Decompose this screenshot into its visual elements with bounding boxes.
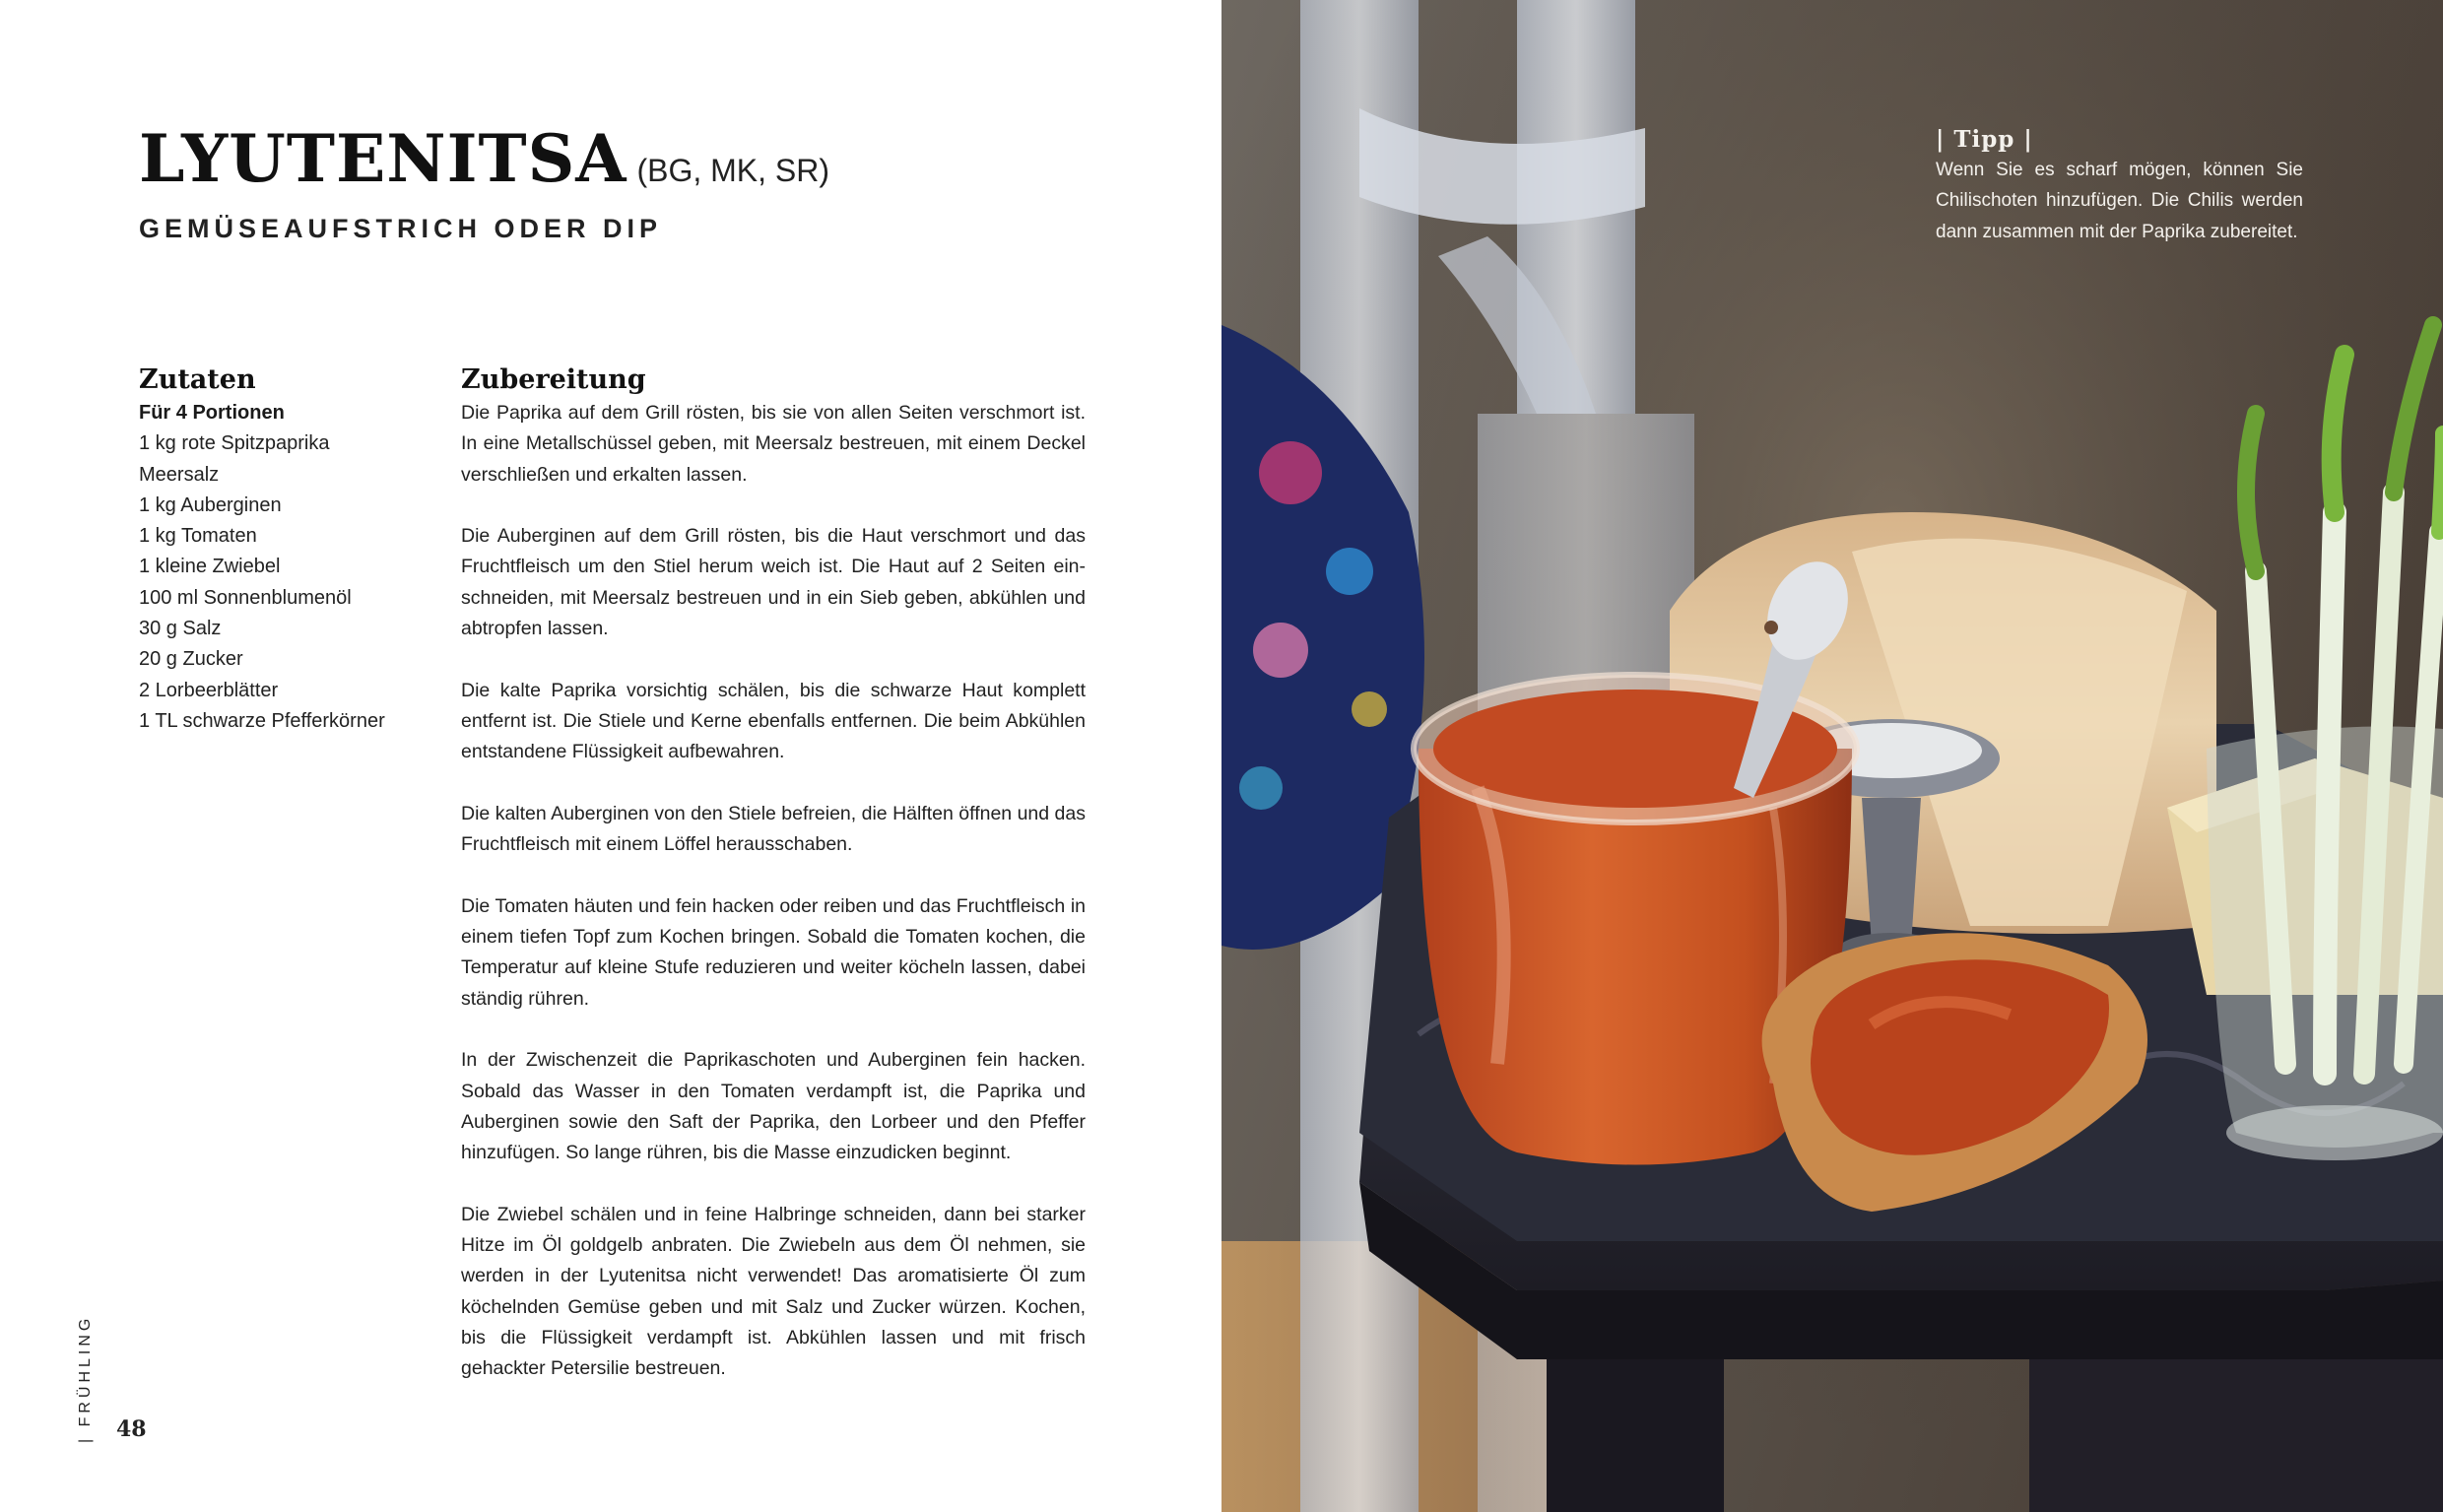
title-row [139, 120, 829, 197]
preparation-step: Die Paprika auf dem Grill rösten, bis sie von allen Seiten verschmort ist. In eine Metallschüssel geben, mit Meersalz bestreuen, mit einem Deckel verschließen und erkalten lassen. [461, 402, 1086, 486]
preparation-step: Die Auberginen auf dem Grill rösten, bis die Haut verschmort und das Fruchtfleisch um den Stiel herum weich ist. Die Haut auf 2 Seiten einschneiden, mit Meersalz bestreuen und in ein Sieb geben, abkühlen und abtropfen lassen. [461, 525, 1086, 640]
preparation-step: Die kalten Auberginen von den Stiele befreien, die Hälften öffnen und das Fruchtfleisch mit einem Löffel herausschaben. [461, 802, 1086, 856]
ingredient-item: 2 Lorbeerblätter [139, 679, 279, 701]
preparation-step: Die Tomaten häuten und fein hacken oder reiben und das Fruchtfleisch in einem tiefen Topf zum Kochen bringen. Sobald die Tomaten kochen, die Temperatur auf kleine Stufe reduzieren und weiter köcheln lassen, dabei ständig rühren. [461, 894, 1086, 1010]
ingredient-item: 30 g Salz [139, 618, 222, 640]
tip-text: Wenn Sie es scharf mögen, können Sie Chilischoten hinzufügen. Die Chilis werden dann zusammen mit der Paprika zubereitet. [1936, 160, 2303, 242]
ingredient-item: 1 kleine Zwiebel [139, 556, 281, 578]
preparation-heading: Zubereitung [461, 364, 646, 395]
section-label: | FRÜHLING [77, 1314, 94, 1443]
ingredients-heading: Zutaten [139, 364, 256, 395]
ingredient-item: 100 ml Sonnenblumenöl [139, 586, 352, 609]
page-number: 48 [116, 1416, 147, 1442]
tip-title: | Tipp | [1936, 126, 2033, 153]
preparation-column [461, 364, 1086, 1415]
ingredient-item: 1 kg Tomaten [139, 525, 257, 548]
recipe-subtitle: GEMÜSEAUFSTRICH ODER DIP [139, 214, 663, 243]
portions-label: Für 4 Portionen [139, 402, 285, 424]
recipe-title: LYUTENITSA [139, 120, 627, 197]
ingredient-item: Meersalz [139, 463, 220, 486]
ingredient-item: 1 kg rote Spitzpaprika [139, 432, 330, 455]
ingredients-column [139, 364, 415, 737]
tip-box [1936, 126, 2303, 247]
preparation-step: In der Zwischenzeit die Paprikaschoten und Auberginen fein hacken. Sobald das Wasser in den Tomaten verdampft ist, die Paprika und Auberginen sowie den Saft der Paprika, den Lorbeer und den Pfeffer hinzufügen. So lange rühren, bis die Masse einzudicken beginnt. [461, 1049, 1086, 1164]
ingredient-item: 1 kg Auberginen [139, 493, 282, 516]
preparation-step: Die kalte Paprika vorsichtig schälen, bis die schwarze Haut komplett entfernt ist. Die Stiele und Kerne ebenfalls entfernen. Die beim Abkühlen entstandene Flüssigkeit aufbewahren. [461, 679, 1086, 763]
ingredient-item: 1 TL schwarze Pfefferkörner [139, 709, 385, 732]
recipe-countries: (BG, MK, SR) [636, 153, 830, 188]
preparation-step: Die Zwiebel schälen und in feine Halbringe schneiden, dann bei starker Hitze im Öl goldgelb anbraten. Die Zwiebeln aus dem Öl nehmen, sie werden in der Lyutenitsa nicht verwendet! Das aromatisierte Öl zum köchelnden Gemüse geben und mit Salz und Zucker würzen. Kochen, bis die Flüssigkeit verdampft ist. Abkühlen lassen und mit frisch gehackter Petersilie bestreuen. [461, 1203, 1086, 1380]
ingredient-item: 20 g Zucker [139, 648, 243, 671]
